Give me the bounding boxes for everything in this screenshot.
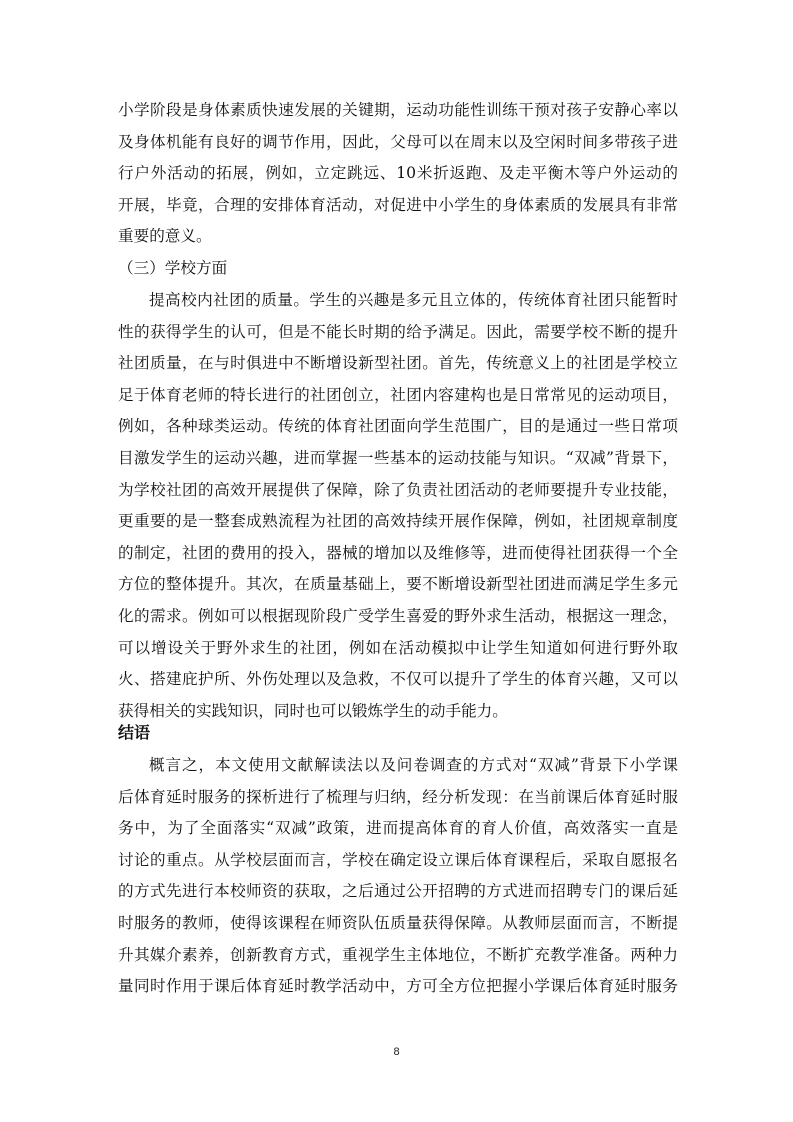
text-line: 获得相关的实践知识，同时也可以锻炼学生的动手能力。 bbox=[118, 701, 508, 720]
text-line: 足于体育老师的特长进行的社团创立，社团内容建构也是日常常见的运动项目， bbox=[118, 385, 678, 404]
text-line: 目激发学生的运动兴趣，进而掌握一些基本的运动技能与知识。“双减”背景下， bbox=[118, 448, 678, 467]
text-line: 量同时作用于课后体育延时教学活动中，方可全方位把握小学课后体育延时服务 bbox=[118, 977, 678, 996]
paragraph-conclusion bbox=[118, 750, 678, 1003]
text-line: 后体育延时服务的探析进行了梳理与归纳，经分析发现：在当前课后体育延时服 bbox=[118, 787, 678, 806]
text-line: 行户外活动的拓展，例如，立定跳远、10米折返跑、及走平衡木等户外运动的 bbox=[118, 164, 678, 183]
text-line: 性的获得学生的认可，但是不能长时期的给予满足。因此，需要学校不断的提升 bbox=[118, 322, 678, 341]
text-line: 更重要的是一整套成熟流程为社团的高效持续开展作保障，例如，社团规章制度 bbox=[118, 512, 678, 531]
subheading-school-aspect-block bbox=[118, 253, 678, 285]
paragraph-school-clubs bbox=[118, 285, 678, 727]
text-line: 开展，毕竟，合理的安排体育活动，对促进中小学生的身体素质的发展具有非常 bbox=[118, 195, 678, 214]
heading-conclusion-block bbox=[118, 717, 678, 749]
text-line: 为学校社团的高效开展提供了保障，除了负责社团活动的老师要提升专业技能， bbox=[118, 480, 678, 499]
text-line: 概言之，本文使用文献解读法以及问卷调查的方式对“双减”背景下小学课 bbox=[149, 756, 678, 774]
subheading-school-aspect: （三）学校方面 bbox=[118, 259, 228, 277]
text-line: 及身体机能有良好的调节作用，因此，父母可以在周末以及空闲时间多带孩子进 bbox=[118, 132, 678, 151]
text-line: 时服务的教师，使得该课程在师资队伍质量获得保障。从教师层面而言，不断提 bbox=[118, 913, 678, 932]
text-line: 小学阶段是身体素质快速发展的关键期，运动功能性训练干预对孩子安静心率以 bbox=[118, 101, 678, 119]
text-line: 火、搭建庇护所、外伤处理以及急救，不仅可以提升了学生的体育兴趣，又可以 bbox=[118, 670, 678, 689]
text-line: 例如，各种球类运动。传统的体育社团面向学生范围广，目的是通过一些日常项 bbox=[118, 417, 678, 436]
text-line: 社团质量，在与时俱进中不断增设新型社团。首先，传统意义上的社团是学校立 bbox=[118, 354, 678, 373]
page-number: 8 bbox=[393, 1046, 400, 1058]
text-line: 化的需求。例如可以根据现阶段广受学生喜爱的野外求生活动，根据这一理念， bbox=[118, 606, 678, 625]
text-line: 升其媒介素养，创新教育方式，重视学生主体地位，不断扩充教学准备。两种力 bbox=[118, 945, 678, 964]
text-line: 提高校内社团的质量。学生的兴趣是多元且立体的，传统体育社团只能暂时 bbox=[149, 291, 678, 309]
text-line: 讨论的重点。从学校层面而言，学校在确定设立课后体育课程后，采取自愿报名 bbox=[118, 850, 678, 869]
text-line: 可以增设关于野外求生的社团，例如在活动模拟中让学生知道如何进行野外取 bbox=[118, 638, 678, 657]
text-line: 方位的整体提升。其次，在质量基础上，要不断增设新型社团进而满足学生多元 bbox=[118, 575, 678, 594]
text-line: 务中，为了全面落实“双减”政策，进而提高体育的育人价值，高效落实一直是 bbox=[118, 819, 678, 838]
paragraph-physical-quality bbox=[118, 95, 678, 253]
text-line: 的制定，社团的费用的投入，器械的增加以及维修等，进而使得社团获得一个全 bbox=[118, 543, 678, 562]
heading-conclusion: 结语 bbox=[118, 723, 151, 742]
text-line: 的方式先进行本校师资的获取，之后通过公开招聘的方式进而招聘专门的课后延 bbox=[118, 882, 678, 901]
text-line: 重要的意义。 bbox=[118, 227, 212, 246]
